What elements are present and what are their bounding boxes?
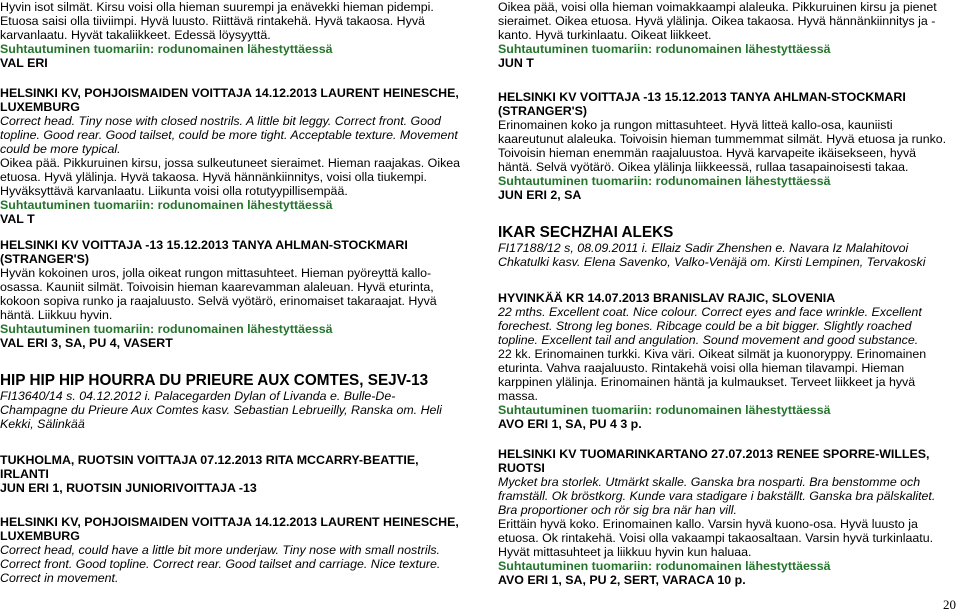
show-heading: TUKHOLMA, RUOTSIN VOITTAJA 07.12.2013 RITA MCCARRY-BEATTIE, IRLANTI <box>0 453 419 481</box>
recommendation: Suhtautuminen tuomariin: rodunomainen lähestyttäessä <box>498 42 831 56</box>
critique-english: Correct head, could have a little bit more underjaw. Tiny nose with small nostrils. Correct front. Good topline. Correct rear. Good tailset and carriage. Nice texture. Correct in movement. <box>0 543 441 585</box>
show-heading: HELSINKI KV, POHJOISMAIDEN VOITTAJA 14.12.2013 LAURENT HEINESCHE, LUXEMBURG <box>0 86 459 114</box>
dog-pedigree: FI17188/12 s, 08.09.2011 i. Ellaiz Sadir Zhenshen e. Navara Iz Malahitovoi Chkatulki kasv. Elena Savenko, Valko-Venäjä om. Kirsti Lempinen, Tervakoski <box>498 241 926 269</box>
result: JUN T <box>498 56 534 70</box>
critique-finnish: 22 kk. Erinomainen turkki. Kiva väri. Oikeat silmät ja kuonoryppy. Erinomainen eturinta. Vahva raajaluusto. Rintakehä voisi olla hieman tilavampi. Hieman karppinen ylälinja. Erinomainen häntä ja kulmaukset. Terveet liikkeet ja hyvä massa. <box>498 347 927 403</box>
result: AVO ERI 1, SA, PU 4 3 p. <box>498 417 642 431</box>
result: VAL T <box>0 212 35 226</box>
page-number: 20 <box>943 597 956 612</box>
critique-english: 22 mths. Excellent coat. Nice colour. Correct eyes and face wrinkle. Excellent forechest. Strong leg bones. Ribcage could be a bit bigger. Slightly roached topline. Excellent tail and angulation. Sound movement and good substance. <box>498 305 922 347</box>
show-heading: HELSINKI KV TUOMARINKARTANO 27.07.2013 RENEE SPORRE-WILLES, RUOTSI <box>498 447 930 475</box>
show-heading: HELSINKI KV VOITTAJA -13 15.12.2013 TANYA AHLMAN-STOCKMARI (STRANGER'S) <box>0 238 408 266</box>
recommendation: Suhtautuminen tuomariin: rodunomainen lähestyttäessä <box>0 42 333 56</box>
intro-text: Hyvin isot silmät. Kirsu voisi olla hieman suurempi ja enävekki hieman pidempi. Etuosa saisi olla tiiviimpi. Hyvä luusto. Riittävä rintakehä. Hyvä takaosa. Hyvä karvanlaatu. Hyvät takaliikkeet. Edessä löysyyttä. <box>0 0 434 42</box>
show-heading: HELSINKI KV VOITTAJA -13 15.12.2013 TANYA AHLMAN-STOCKMARI (STRANGER'S) <box>498 90 906 118</box>
critique-swedish: Mycket bra storlek. Utmärkt skalle. Ganska bra nosparti. Bra benstomme och framställ. Ok bröstkorg. Kunde vara stadigare i bakställt. Ganska bra pälskalitet. Bra proportioner och rör sig bra när han vill. <box>498 475 936 517</box>
right-column <box>498 0 953 587</box>
critique-finnish: Oikea pää, voisi olla hieman voimakkaampi alaleuka. Pikkuruinen kirsu ja pienet sieraimet. Oikea etuosa. Hyvä ylälinja. Oikea takaosa. Hyvä hännänkiinnitys ja -kanto. Hyvä turkinlaatu. Oikeat liikkeet. <box>498 0 937 42</box>
result: VAL ERI 3, SA, PU 4, VASERT <box>0 336 173 350</box>
show-heading: HYVINKÄÄ KR 14.07.2013 BRANISLAV RAJIC, SLOVENIA <box>498 291 836 305</box>
result: JUN ERI 1, RUOTSIN JUNIORIVOITTAJA -13 <box>0 481 257 495</box>
critique-english: Correct head. Tiny nose with closed nostrils. A little bit leggy. Correct front. Good topline. Good rear. Good tailset, could be more tight. Acceptable texture. Movement could be more typical. <box>0 114 458 156</box>
critique-finnish: Oikea pää. Pikkuruinen kirsu, jossa sulkeutuneet sieraimet. Hieman raajakas. Oikea etuosa. Hyvä ylälinja. Hyvä takaosa. Hyvä hännänkiinnitys, voisi olla tiukempi. Hyväksyttävä karvanlaatu. Liikunta voisi olla rotutyypillisempää. <box>0 156 461 198</box>
show-heading: HELSINKI KV, POHJOISMAIDEN VOITTAJA 14.12.2013 LAURENT HEINESCHE, LUXEMBURG <box>0 515 459 543</box>
result: AVO ERI 1, SA, PU 2, SERT, VARACA 10 p. <box>498 573 746 587</box>
critique-finnish: Erinomainen koko ja rungon mittasuhteet. Hyvä litteä kallo-osa, kauniisti kaareutunut alaleuka. Toivoisin hieman tummemmat silmät. Hyvä etuosa ja runko. Toivoisin hieman enemmän raajaluustoa. Hyvä karvapeite ikäisekseen, hyvä häntä. Selvä vyötärö. Oikea ylälinja liikkeessä, rullaa tasapainoisesti takaa. <box>498 118 947 174</box>
dog-name: HIP HIP HIP HOURRA DU PRIEURE AUX COMTES, SEJV-13 <box>0 372 429 389</box>
recommendation: Suhtautuminen tuomariin: rodunomainen lähestyttäessä <box>498 403 831 417</box>
recommendation: Suhtautuminen tuomariin: rodunomainen lähestyttäessä <box>0 198 333 212</box>
critique-finnish: Erittäin hyvä koko. Erinomainen kallo. Varsin hyvä kuono-osa. Hyvä luusto ja etuosa. Ok rintakehä. Voisi olla vakaampi takaosaltaan. Varsin hyvä turkinlaatu. Hyvät mittasuhteet ja liikkuu hyvin kun haluaa. <box>498 517 934 559</box>
recommendation: Suhtautuminen tuomariin: rodunomainen lähestyttäessä <box>0 322 333 336</box>
left-column <box>0 0 462 585</box>
result: VAL ERI <box>0 56 48 70</box>
dog-pedigree: FI13640/14 s. 04.12.2012 i. Palacegarden Dylan of Livanda e. Bulle-De-Champagne du Prieure Aux Comtes kasv. Sebastian Lebrueilly, Ranska om. Heli Kekki, Sälinkää <box>0 389 442 431</box>
result: JUN ERI 2, SA <box>498 188 582 202</box>
critique-finnish: Hyvän kokoinen uros, jolla oikeat rungon mittasuhteet. Hieman pyöreyttä kallo-osassa. Kauniit silmät. Toivoisin hieman kaarevamman alaleuan. Hyvä eturinta, kokoon sopiva runko ja raajaluusto. Selvä vyötärö, erinomaiset takaraajat. Hyvä häntä. Liikkuu hyvin. <box>0 266 437 322</box>
dog-name: IKAR SECHZHAI ALEKS <box>498 224 674 241</box>
recommendation: Suhtautuminen tuomariin: rodunomainen lähestyttäessä <box>498 174 831 188</box>
recommendation: Suhtautuminen tuomariin: rodunomainen lähestyttäessä <box>498 559 831 573</box>
